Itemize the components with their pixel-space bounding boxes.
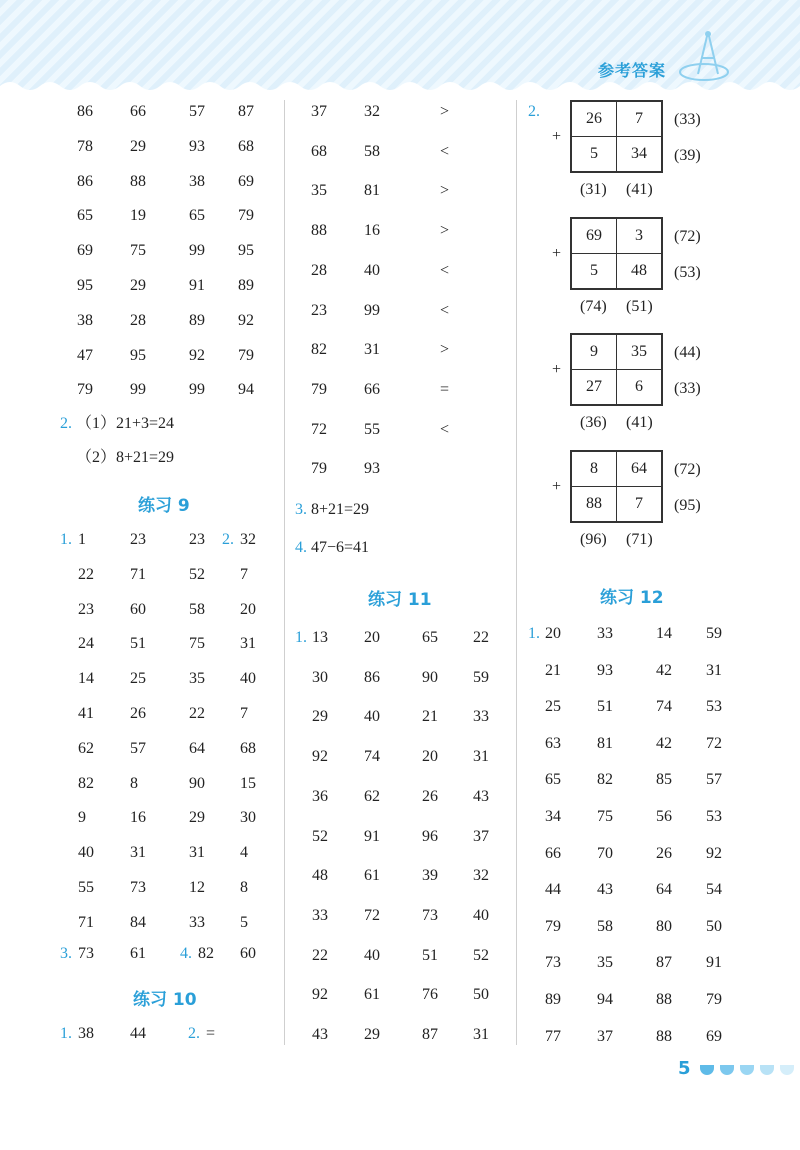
answer-cell: 29: [130, 277, 146, 294]
answer-cell: 61: [364, 867, 380, 885]
column-divider-2: [516, 100, 517, 1045]
table-row: [571, 451, 662, 487]
grid-cell: 7: [617, 486, 663, 522]
answer-cell: 1: [78, 531, 86, 548]
answer-cell: 53: [706, 808, 722, 825]
row-sum: (33): [674, 111, 701, 128]
answer-cell: 22: [189, 705, 205, 722]
page-decoration-dots: [700, 1062, 800, 1080]
answer-cell: 31: [189, 844, 205, 862]
answer-cell: 40: [240, 670, 256, 688]
answer-cell: 25: [130, 670, 146, 688]
comparison-sign: <: [440, 142, 450, 160]
answer-cell: 54: [706, 881, 722, 899]
answer-cell: 5: [240, 913, 248, 931]
answer-cell: 33: [597, 625, 613, 642]
answer-cell: 87: [422, 1026, 438, 1043]
answer-cell: 37: [597, 1027, 613, 1045]
answer-cell: 86: [77, 172, 93, 190]
answer-cell: 90: [189, 774, 205, 792]
addition-grid: [570, 100, 663, 173]
answer-cell: 14: [656, 625, 672, 642]
question-number: 2.: [188, 1025, 200, 1042]
answer-cell: 59: [473, 668, 489, 686]
answer-cell: 92: [189, 346, 205, 364]
answer-cell: 9: [78, 809, 86, 827]
comparison-sign: <: [440, 301, 450, 319]
answer-cell: 29: [189, 809, 205, 827]
plus-sign: +: [552, 244, 562, 262]
column-sum: (36): [580, 414, 607, 431]
question-number: 1.: [60, 531, 72, 548]
answer-cell: 73: [422, 906, 438, 924]
answer-cell: 66: [545, 844, 561, 862]
answer-cell: 42: [656, 734, 672, 752]
row-sum: (39): [674, 147, 701, 164]
answer-cell: 19: [130, 207, 146, 225]
addition-grid: [570, 450, 663, 523]
answer-cell: 14: [78, 670, 94, 688]
answer-cell: 52: [312, 827, 328, 845]
answer-cell: 38: [78, 1025, 94, 1042]
column-divider-1: [284, 100, 285, 1045]
answer-cell: 86: [364, 668, 380, 686]
grid-cell: 5: [571, 137, 617, 173]
answer-cell: 37: [311, 103, 327, 120]
answer-cell: 93: [597, 661, 613, 679]
answer-cell: 33: [473, 708, 489, 726]
table-row: [571, 370, 662, 406]
row-sum: (72): [674, 460, 701, 478]
answer-cell: 58: [189, 600, 205, 618]
table-row: [571, 218, 662, 254]
column-sum: (51): [626, 297, 653, 315]
answer-cell: 28: [130, 311, 146, 329]
plus-sign: +: [552, 361, 562, 378]
answer-cell: 93: [189, 137, 205, 155]
answer-cell: 50: [473, 986, 489, 1004]
answer-cell: 16: [364, 222, 380, 240]
answer-cell: 16: [130, 809, 146, 827]
answer-cell: 41: [78, 705, 94, 722]
answer-cell: 90: [422, 668, 438, 686]
question-number: 4.: [295, 539, 307, 556]
answer-cell: 20: [422, 748, 438, 766]
answer-cell: 29: [312, 708, 328, 726]
answer-cell: 12: [189, 879, 205, 896]
answer-cell: 38: [189, 172, 205, 190]
answer-cell: 70: [597, 844, 613, 862]
answer-cell: 25: [545, 698, 561, 716]
answer-cell: 88: [656, 991, 672, 1008]
answer-cell: 75: [130, 242, 146, 260]
section-title-11: 练习 11: [368, 590, 432, 610]
row-sum: (95): [674, 496, 701, 514]
answer-cell: 77: [545, 1027, 561, 1045]
answer-cell: 20: [545, 625, 561, 642]
compass-ruler-icon: [678, 28, 738, 84]
answer-cell: 92: [706, 844, 722, 862]
answer-cell: 80: [656, 917, 672, 935]
grid-cell: 64: [617, 451, 663, 487]
table-row: [571, 334, 662, 370]
answer-cell: 75: [189, 635, 205, 653]
answer-cell: 82: [198, 945, 214, 962]
answer-cell: 71: [130, 565, 146, 583]
answer-cell: 31: [364, 341, 380, 359]
answer-cell: 22: [312, 946, 328, 964]
answer-cell: 79: [311, 460, 327, 478]
answer-cell: 47: [77, 346, 93, 364]
grid-cell: 69: [571, 218, 617, 254]
answer-cell: 57: [130, 739, 146, 757]
answer-cell: 4: [240, 844, 248, 862]
addition-table: [570, 100, 663, 173]
answer-cell: 20: [240, 600, 256, 618]
comparison-sign: >: [440, 341, 450, 359]
answer-cell: 58: [597, 917, 613, 935]
answer-cell: 89: [189, 311, 205, 329]
answer-cell: 7: [240, 705, 248, 722]
answer-cell: 44: [545, 881, 561, 899]
question-number: 1.: [60, 1025, 72, 1042]
grid-cell: 88: [571, 486, 617, 522]
answer-cell: 73: [78, 945, 94, 962]
answer-cell: 32: [240, 531, 256, 548]
answer-cell: 76: [422, 986, 438, 1004]
comparison-sign: >: [440, 222, 450, 240]
answer-cell: 66: [364, 380, 380, 398]
answer-cell: 87: [656, 954, 672, 972]
answer-cell: 91: [189, 277, 205, 294]
column-sum: (31): [580, 181, 607, 198]
grid-cell: 8: [571, 451, 617, 487]
answer-cell: 92: [312, 748, 328, 766]
question-number: 2.: [60, 415, 72, 432]
answer-cell: 78: [77, 137, 93, 155]
answer-cell: 99: [130, 381, 146, 399]
section-title-10: 练习 10: [133, 990, 197, 1010]
table-row: [571, 101, 662, 137]
answer-cell: 42: [656, 661, 672, 679]
answer-cell: 95: [130, 346, 146, 364]
answer-cell: 88: [311, 222, 327, 240]
answer-cell: 62: [78, 739, 94, 757]
answer-cell: 15: [240, 774, 256, 792]
answer-cell: 79: [706, 991, 722, 1008]
answer-cell: 31: [473, 748, 489, 766]
answer-cell: 95: [238, 242, 254, 260]
question-number: 2.: [222, 531, 234, 548]
answer-cell: 68: [240, 739, 256, 757]
grid-cell: 26: [571, 101, 617, 137]
answer-cell: 62: [364, 787, 380, 805]
answer-cell: 92: [238, 311, 254, 329]
section-title-9: 练习 9: [138, 496, 190, 516]
answer-cell: 59: [706, 625, 722, 642]
addition-table: [570, 450, 663, 523]
answer-cell: 29: [130, 137, 146, 155]
answer-cell: 32: [473, 867, 489, 885]
answer-line: （1）21+3=24: [76, 415, 175, 432]
row-sum: (33): [674, 380, 701, 397]
row-sum: (72): [674, 227, 701, 245]
answer-cell: 35: [597, 954, 613, 972]
answer-cell: 43: [473, 787, 489, 805]
answer-cell: 92: [312, 986, 328, 1004]
question-number: 1.: [295, 629, 307, 646]
question-number: 3.: [60, 945, 72, 962]
answer-cell: 96: [422, 827, 438, 845]
answer-cell: 61: [130, 945, 146, 962]
answer-cell: 40: [473, 906, 489, 924]
answer-cell: 69: [706, 1027, 722, 1045]
answer-cell: 82: [311, 341, 327, 359]
answer-cell: 22: [78, 565, 94, 583]
answer-cell: 40: [364, 261, 380, 279]
answer-cell: 43: [312, 1026, 328, 1043]
answer-cell: 8: [130, 774, 138, 792]
answer-cell: 40: [364, 946, 380, 964]
column-sum: (74): [580, 297, 607, 315]
answer-cell: 81: [597, 734, 613, 752]
answer-cell: 68: [238, 137, 254, 155]
answer-cell: 24: [78, 635, 94, 653]
answer-cell: 51: [130, 635, 146, 653]
comparison-sign: <: [440, 261, 450, 279]
answer-cell: 99: [189, 242, 205, 260]
answer-cell: 73: [130, 879, 146, 896]
answer-cell: =: [206, 1025, 216, 1042]
answer-cell: 82: [597, 771, 613, 789]
answer-cell: 35: [189, 670, 205, 688]
answer-cell: 56: [656, 808, 672, 825]
answer-cell: 21: [422, 708, 438, 726]
answer-cell: 20: [364, 629, 380, 646]
answer-cell: 26: [656, 844, 672, 862]
answer-cell: 75: [597, 808, 613, 825]
answer-cell: 61: [364, 986, 380, 1004]
answer-cell: 43: [597, 881, 613, 899]
table-row: [571, 137, 662, 173]
answer-cell: 29: [364, 1026, 380, 1043]
answer-cell: 22: [473, 629, 489, 646]
answer-cell: 89: [545, 991, 561, 1008]
answer-cell: 63: [545, 734, 561, 752]
decor-dot: [780, 1065, 794, 1075]
answer-cell: 52: [189, 565, 205, 583]
answer-cell: 23: [189, 531, 205, 548]
section-title-12: 练习 12: [600, 588, 664, 608]
answer-cell: 65: [545, 771, 561, 789]
answer-cell: 81: [364, 182, 380, 200]
decor-dot: [740, 1065, 754, 1075]
decor-dot: [760, 1065, 774, 1075]
answer-cell: 7: [240, 565, 248, 583]
answer-cell: 37: [473, 827, 489, 845]
answer-cell: 64: [656, 881, 672, 899]
answer-cell: 40: [364, 708, 380, 726]
answer-cell: 53: [706, 698, 722, 716]
answer-cell: 68: [311, 142, 327, 160]
table-row: [571, 486, 662, 522]
answer-cell: 34: [545, 808, 561, 825]
answer-cell: 69: [238, 172, 254, 190]
column-sum: (96): [580, 530, 607, 548]
answer-cell: 31: [706, 661, 722, 679]
question-number: 4.: [180, 945, 192, 962]
answer-cell: 64: [189, 739, 205, 757]
answer-cell: 39: [422, 867, 438, 885]
answer-cell: 26: [422, 787, 438, 805]
answer-cell: 30: [240, 809, 256, 827]
answer-cell: 23: [130, 531, 146, 548]
column-sum: (41): [626, 414, 653, 431]
question-number: 2.: [528, 103, 540, 120]
answer-cell: 32: [364, 103, 380, 120]
answer-cell: 72: [364, 906, 380, 924]
answer-cell: 23: [311, 301, 327, 319]
answer-cell: 71: [78, 913, 94, 931]
answer-line: 47−6=41: [311, 539, 370, 556]
answer-cell: 28: [311, 261, 327, 279]
answer-cell: 31: [473, 1026, 489, 1043]
question-number: 3.: [295, 501, 307, 518]
answer-cell: 13: [312, 629, 328, 646]
answer-cell: 65: [189, 207, 205, 225]
answer-line: （2）8+21=29: [76, 449, 175, 466]
table-row: [571, 253, 662, 289]
answer-cell: 66: [130, 103, 146, 120]
answer-cell: 88: [656, 1027, 672, 1045]
comparison-sign: =: [440, 380, 450, 398]
answer-cell: 31: [130, 844, 146, 862]
answer-cell: 94: [238, 381, 254, 399]
grid-cell: 6: [617, 370, 663, 406]
addition-table: [570, 217, 663, 290]
answer-cell: 91: [706, 954, 722, 972]
plus-sign: +: [552, 477, 562, 495]
grid-cell: 35: [617, 334, 663, 370]
answer-cell: 58: [364, 142, 380, 160]
answer-cell: 38: [77, 311, 93, 329]
answer-cell: 35: [311, 182, 327, 200]
answer-cell: 79: [545, 917, 561, 935]
grid-cell: 9: [571, 334, 617, 370]
answer-cell: 86: [77, 103, 93, 120]
grid-cell: 7: [617, 101, 663, 137]
answer-cell: 30: [312, 668, 328, 686]
answer-cell: 40: [78, 844, 94, 862]
answer-cell: 23: [78, 600, 94, 618]
grid-cell: 3: [617, 218, 663, 254]
answer-cell: 44: [130, 1025, 146, 1042]
answer-cell: 50: [706, 917, 722, 935]
decor-dot: [720, 1065, 734, 1075]
answer-cell: 55: [78, 879, 94, 896]
answer-cell: 57: [706, 771, 722, 789]
row-sum: (44): [674, 344, 701, 361]
column-sum: (41): [626, 181, 653, 198]
answer-cell: 65: [77, 207, 93, 225]
answer-cell: 89: [238, 277, 254, 294]
answer-cell: 55: [364, 420, 380, 438]
grid-cell: 27: [571, 370, 617, 406]
column-sum: (71): [626, 530, 653, 548]
answer-cell: 79: [311, 380, 327, 398]
answer-cell: 60: [240, 945, 256, 962]
answer-cell: 85: [656, 771, 672, 789]
page-number: 5: [678, 1058, 691, 1079]
answer-cell: 95: [77, 277, 93, 294]
comparison-sign: <: [440, 420, 450, 438]
question-number: 1.: [528, 625, 540, 642]
answer-cell: 91: [364, 827, 380, 845]
answer-cell: 72: [706, 734, 722, 752]
answer-cell: 79: [238, 346, 254, 364]
header-title: 参考答案: [598, 61, 667, 80]
answer-cell: 94: [597, 991, 613, 1008]
answer-cell: 99: [364, 301, 380, 319]
answer-line: 8+21=29: [311, 501, 370, 518]
grid-cell: 48: [617, 253, 663, 289]
answer-cell: 31: [240, 635, 256, 653]
answer-cell: 84: [130, 913, 146, 931]
answer-cell: 33: [312, 906, 328, 924]
plus-sign: +: [552, 128, 562, 145]
answer-cell: 8: [240, 879, 248, 896]
answer-cell: 65: [422, 629, 438, 646]
answer-cell: 79: [238, 207, 254, 225]
answer-cell: 48: [312, 867, 328, 885]
answer-cell: 57: [189, 103, 205, 120]
row-sum: (53): [674, 263, 701, 281]
addition-table: [570, 333, 663, 406]
answer-cell: 74: [364, 748, 380, 766]
answer-cell: 36: [312, 787, 328, 805]
answer-cell: 69: [77, 242, 93, 260]
answer-cell: 52: [473, 946, 489, 964]
answer-cell: 88: [130, 172, 146, 190]
answer-cell: 74: [656, 698, 672, 716]
addition-grid: [570, 217, 663, 290]
answer-cell: 82: [78, 774, 94, 792]
grid-cell: 34: [617, 137, 663, 173]
answer-cell: 21: [545, 661, 561, 679]
answer-cell: 51: [422, 946, 438, 964]
answer-cell: 60: [130, 600, 146, 618]
answer-cell: 51: [597, 698, 613, 716]
answer-cell: 87: [238, 103, 254, 120]
answer-cell: 73: [545, 954, 561, 972]
answer-cell: 33: [189, 913, 205, 931]
answer-cell: 79: [77, 381, 93, 399]
comparison-sign: >: [440, 182, 450, 200]
answer-cell: 93: [364, 460, 380, 478]
comparison-sign: >: [440, 103, 450, 120]
decor-dot: [700, 1065, 714, 1075]
answer-cell: 72: [311, 420, 327, 438]
answer-cell: 26: [130, 705, 146, 722]
addition-grid: [570, 333, 663, 406]
grid-cell: 5: [571, 253, 617, 289]
answer-cell: 99: [189, 381, 205, 399]
